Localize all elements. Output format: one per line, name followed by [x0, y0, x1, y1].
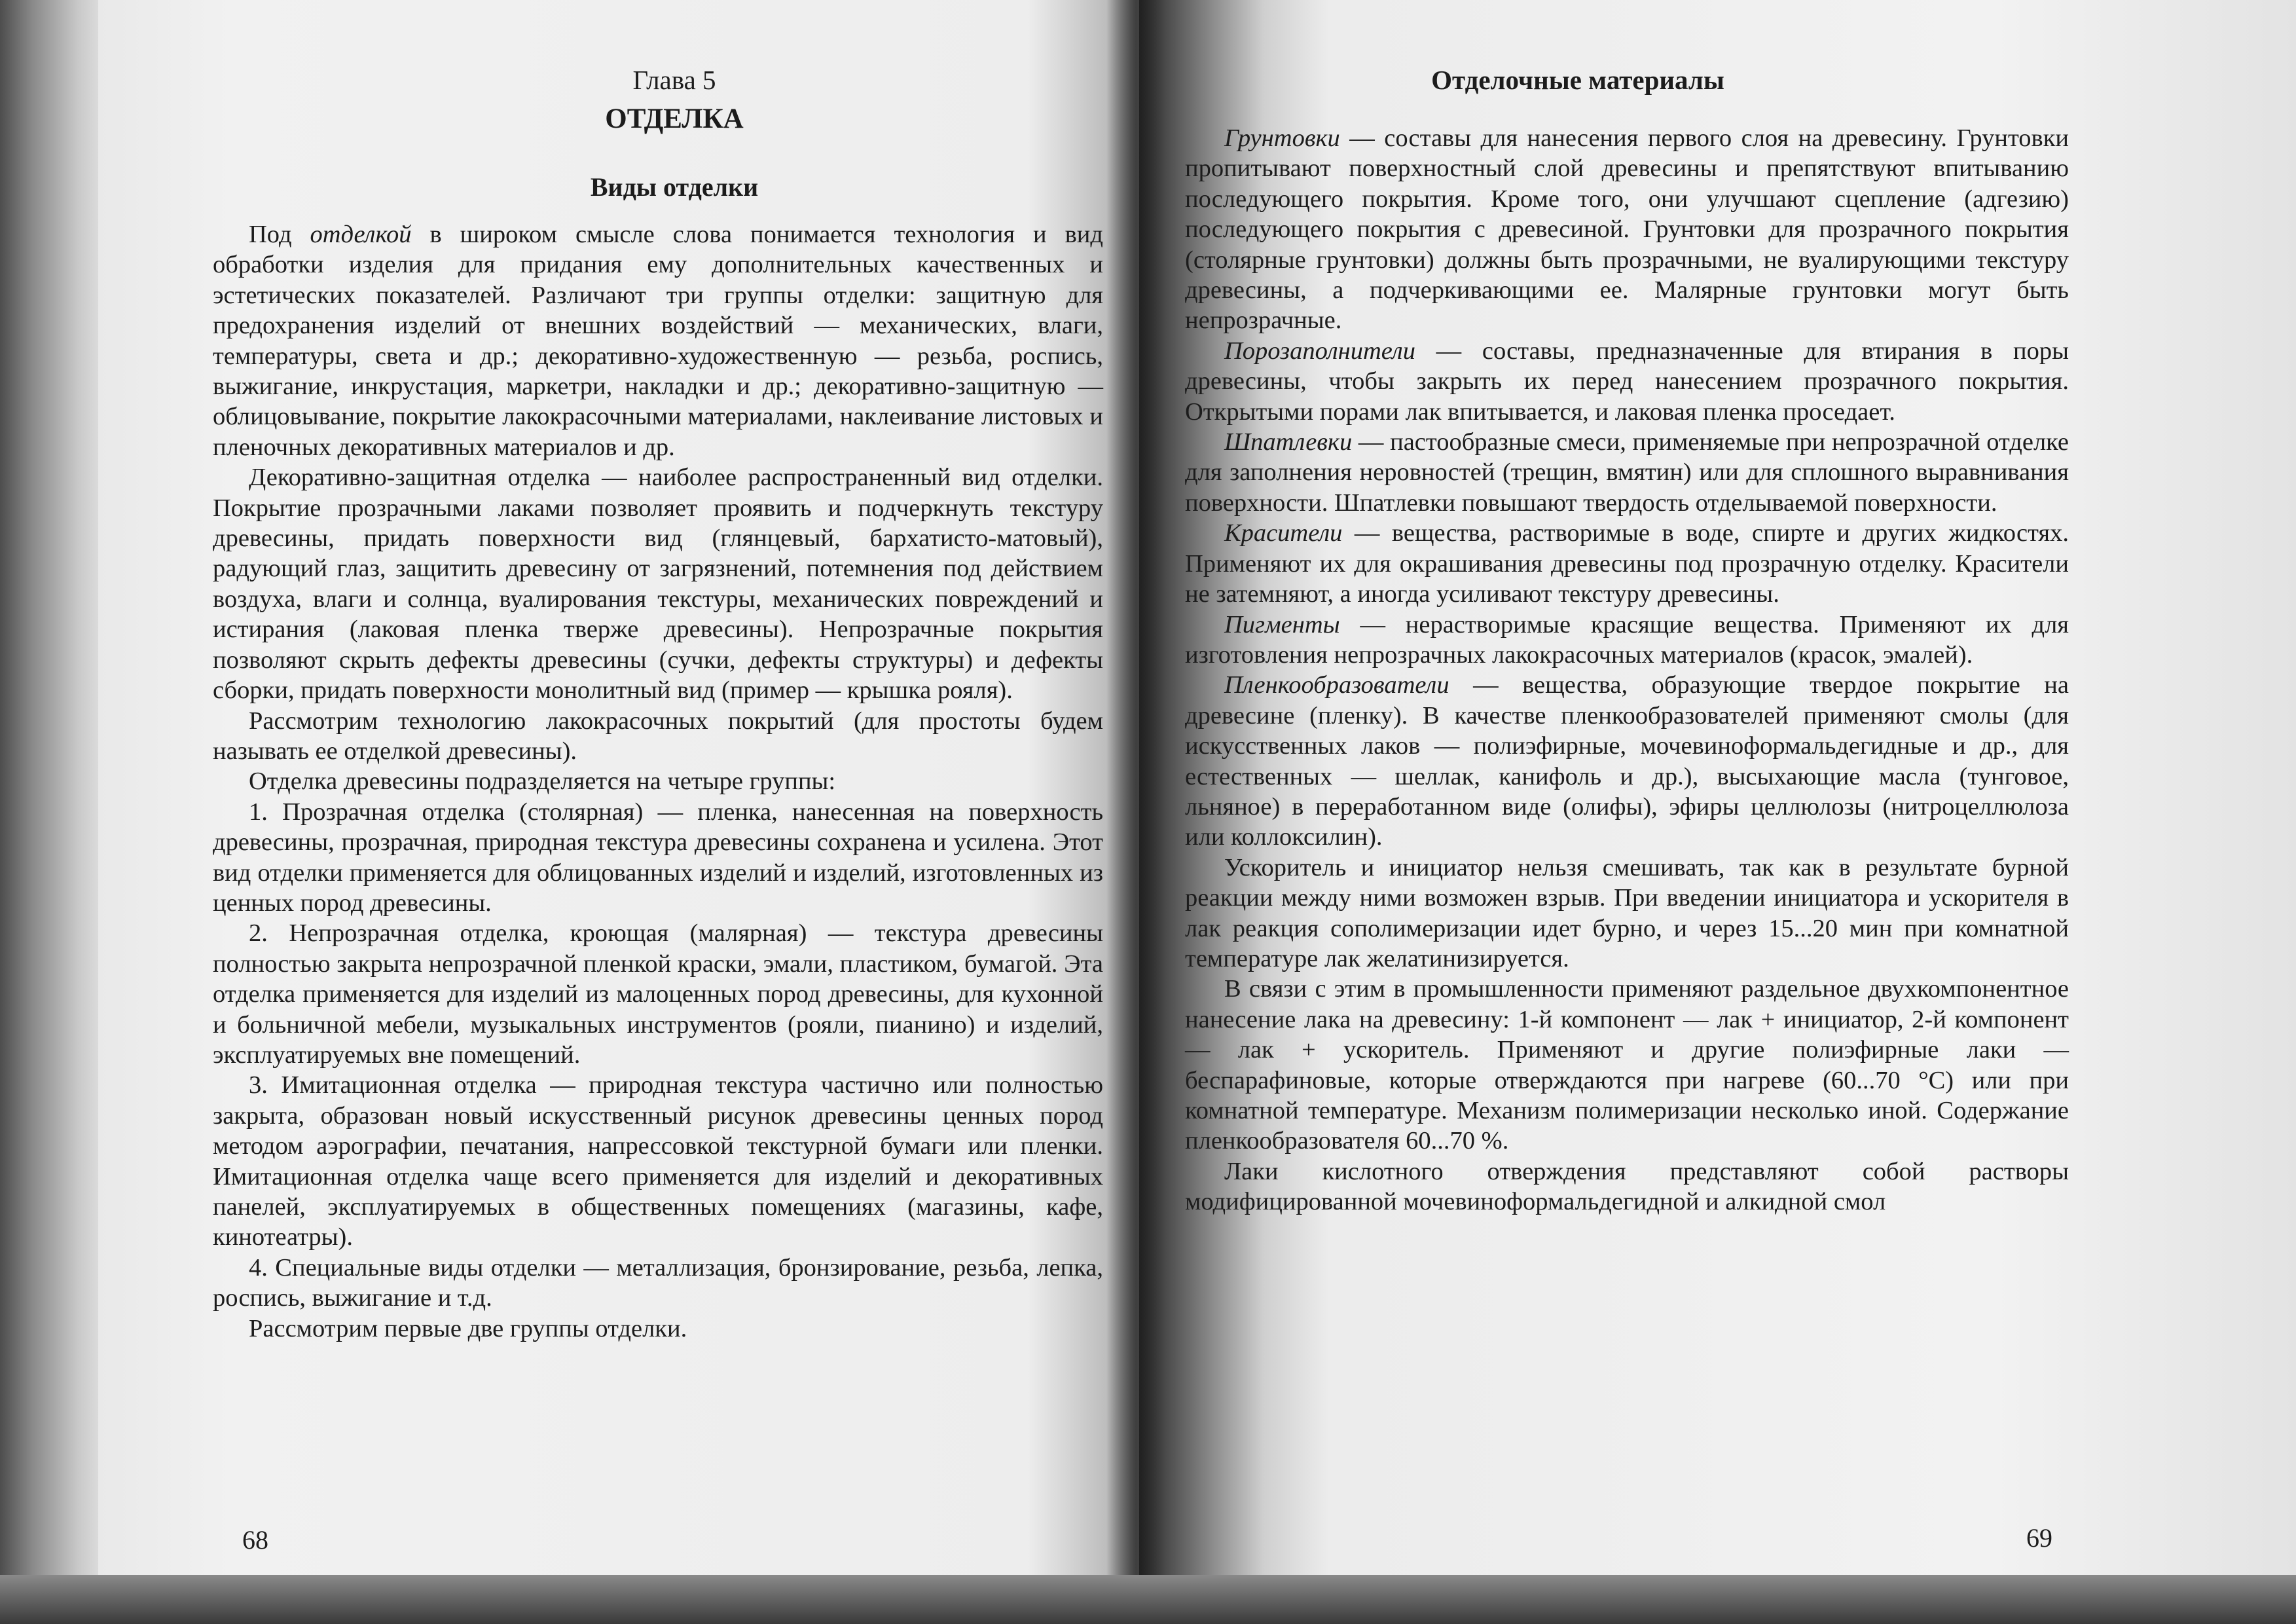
paragraph: Рассмотрим технологию лакокрасочных покрытий (для простоты будем называть ее отделкой древесины). [213, 707, 1103, 765]
chapter-title: ОТДЕЛКА [605, 103, 744, 134]
running-head: Отделочные материалы [1431, 65, 1724, 95]
definition-paragraph: Грунтовки — составы для нанесения первого слоя на древесину. Грунтовки пропитывают поверхностный слой древесины и препятствуют впитыванию последующего покрытия. Кроме того, они улучшают сцепление (адгезию) последующего покрытия с древесиной. Грунтовки для прозрачного покрытия (столярные грунтовки) должны быть прозрачными, не вуалирующими текстуру древесины, а подчеркивающими ее. Малярные грунтовки могут быть непрозрачные. [1185, 124, 2069, 335]
definition-paragraph: Шпатлевки — пастообразные смеси, применяемые при непрозрачной отделке для заполнения неровностей (трещин, вмятин) или для сплошного выравнивания поверхности. Шпатлевки повышают твердость отделываемой поверхности. [1185, 428, 2069, 517]
left-page-body [213, 219, 1103, 1344]
paragraph: Лаки кислотного отверждения представляют собой растворы модифицированной мочевиноформальдегидной и алкидной смол [1185, 1157, 2069, 1216]
right-page-body [1185, 123, 2069, 1217]
book-gutter-shadow [1106, 0, 1165, 1598]
bottom-shadow [0, 1575, 2296, 1624]
book-edge [0, 0, 111, 1585]
term-italic: Шпатлевки [1224, 428, 1353, 456]
term-italic: Пигменты [1224, 610, 1340, 638]
list-item: 3. Имитационная отделка — природная текстура частично или полностью закрыта, образован новый искусственный рисунок древесины ценных пород методом аэрографии, печатания, напрессовкой текстурной бумаги или пленки. Имитационная отделка чаще всего применяется для изделий и декоративных панелей, эксплуатируемых в общественных помещениях (магазины, кафе, кинотеатры). [213, 1071, 1103, 1251]
paragraph: Декоративно-защитная отделка — наиболее распространенный вид отделки. Покрытие прозрачными лаками позволяет проявить и подчеркнуть текстуру древесины, придать поверхности вид (глянцевый, бархатисто-матовый), радующий глаз, защитить древесину от загрязнений, потемнения под действием воздуха, влаги и солнца, вуалирования текстуры, механических повреждений и истирания (лаковая пленка тверже древесины). Непрозрачные покрытия позволяют скрыть дефекты древесины (сучки, дефекты структуры) и дефекты сборки, придать поверхности монолитный вид (пример — крышка рояля). [213, 464, 1103, 705]
paragraph: Под отделкой в широком смысле слова понимается технология и вид обработки изделия для придания ему дополнительных качественных и эстетических показателей. Различают три группы отделки: защитную для предохранения изделий от внешних воздействий — механических, влаги, температуры, света и др.; декоративно-художественную — резьба, роспись, выжигание, инкрустация, маркетри, накладки и др.; декоративно-защитную — облицовывание, покрытие лакокрасочными материалами, наклеивание листовых и пленочных декоративных материалов и др. [213, 221, 1103, 461]
term-italic: Пленкообразователи [1224, 671, 1449, 699]
paragraph: Рассмотрим первые две группы отделки. [249, 1314, 687, 1342]
paragraph: В связи с этим в промышленности применяют раздельное двухкомпонентное нанесение лака на древесину: 1-й компонент — лак + инициатор, 2-й компонент — лак + ускоритель. Применяют и другие полиэфирные лаки — беспарафиновые, которые отверждаются при нагреве (60...70 °С) или при комнатной температуре. Механизм полимеризации несколько иной. Содержание пленкообразователя 60...70 %. [1185, 975, 2069, 1155]
term-italic: отделкой [310, 221, 412, 248]
definition-paragraph: Порозаполнители — составы, предназначенные для втирания в поры древесины, чтобы закрыть их перед нанесением прозрачного покрытия. Открытыми порами лак впитывается, и лаковая пленка проседает. [1185, 337, 2069, 426]
definition-paragraph: Пленкообразователи — вещества, образующие твердое покрытие на древесине (пленку). В качестве пленкообразователей применяют смолы (для искусственных лаков — полиэфирные, мочевиноформальдегидные и др., для естественных — шеллак, канифоль и др.), высыхающие масла (тунговое, льняное) в переработанном виде (олифы), эфиры целлюлозы (нитроцеллюлоза или коллоксилин). [1185, 671, 2069, 851]
page-number-right: 69 [2026, 1523, 2052, 1553]
list-item: 2. Непрозрачная отделка, кроющая (малярная) — текстура древесины полностью закрыта непрозрачной пленкой краски, эмали, пластиком, бумагой. Эта отделка применяется для изделий из малоценных пород древесины, для кухонной и больничной мебели, музыкальных инструментов (рояли, пианино) и изделий, эксплуатируемых вне помещений. [213, 919, 1103, 1069]
chapter-number: Глава 5 [632, 65, 716, 95]
definition-paragraph: Красители — вещества, растворимые в воде, спирте и других жидкостях. Применяют их для окрашивания древесины под прозрачную отделку. Красители не затемняют, а иногда усиливают текстуру древесины. [1185, 519, 2069, 608]
list-item: 1. Прозрачная отделка (столярная) — пленка, нанесенная на поверхность древесины, прозрачная, природная текстура древесины сохранена и усилена. Этот вид отделки применяется для облицованных изделий и изделий, изготовленных из ценных пород древесины. [213, 798, 1103, 917]
page-number-left: 68 [242, 1525, 268, 1555]
term-italic: Порозаполнители [1224, 337, 1415, 365]
paragraph: Отделка древесины подразделяется на четыре группы: [249, 767, 836, 796]
paragraph: Ускоритель и инициатор нельзя смешивать, так как в результате бурной реакции между ними возможен взрыв. При введении инициатора и ускорителя в лак реакция сополимеризации идет бурно, и через 15...20 мин при комнатной температуре лак желатинизируется. [1185, 853, 2069, 972]
term-italic: Красители [1224, 519, 1343, 547]
list-item: 4. Специальные виды отделки — металлизация, бронзирование, резьба, лепка, роспись, выжигание и т.д. [213, 1253, 1103, 1312]
term-italic: Грунтовки [1224, 124, 1340, 152]
section-title: Виды отделки [590, 172, 759, 202]
definition-paragraph: Пигменты — нерастворимые красящие вещества. Применяют их для изготовления непрозрачных лакокрасочных материалов (красок, эмалей). [1185, 610, 2069, 669]
